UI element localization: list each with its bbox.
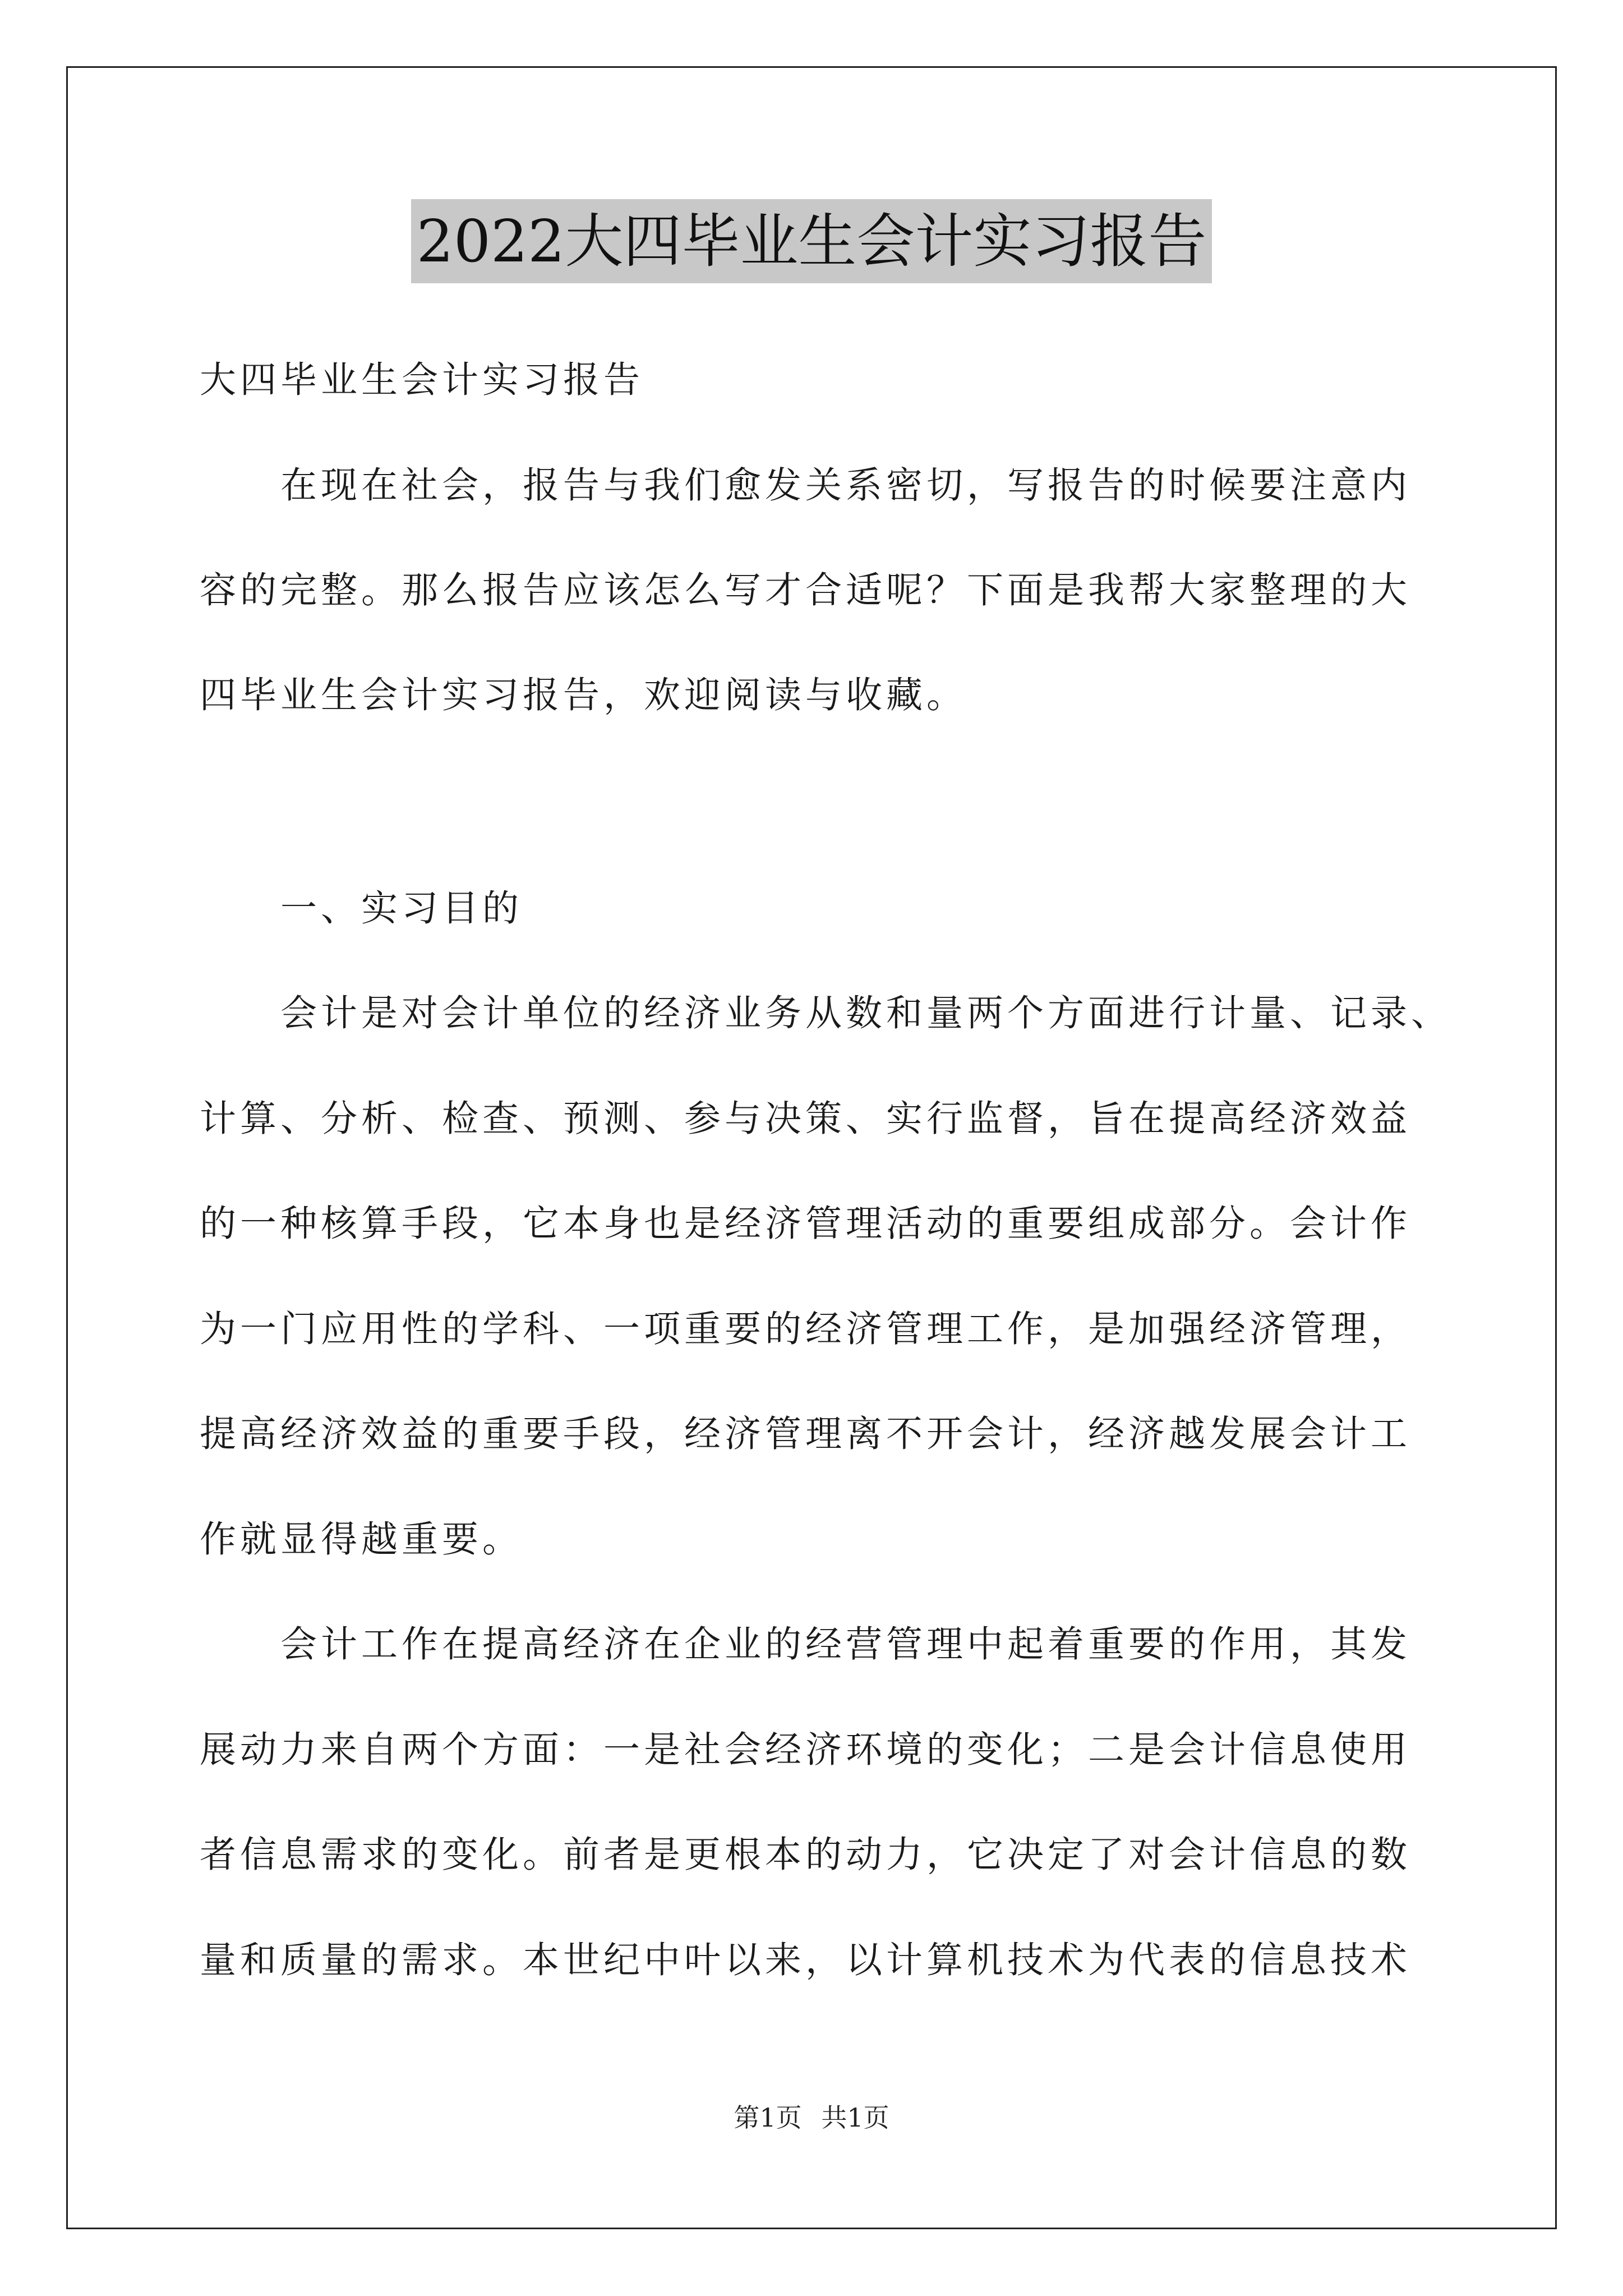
title-block: [0, 199, 1623, 283]
body-line: 的一种核算手段，它本身也是经济管理活动的重要组成部分。会计作: [200, 1203, 1412, 1245]
body-line: 展动力来自两个方面：一是社会经济环境的变化；二是会计信息使用: [200, 1729, 1412, 1771]
body-line: 在现在社会，报告与我们愈发关系密切，写报告的时候要注意内: [280, 464, 1412, 507]
document-title: 2022大四毕业生会计实习报告: [411, 199, 1212, 283]
body-line: 量和质量的需求。本世纪中叶以来，以计算机技术为代表的信息技术: [200, 1939, 1412, 1981]
body-line: 者信息需求的变化。前者是更根本的动力，它决定了对会计信息的数: [200, 1834, 1412, 1876]
section-heading: 一、实习目的: [280, 887, 523, 930]
body-line: 作就显得越重要。: [200, 1519, 523, 1561]
body-line: 会计是对会计单位的经济业务从数和量两个方面进行计量、记录、: [280, 992, 1452, 1034]
page-number: 第1页: [734, 2102, 802, 2133]
body-line: 容的完整。那么报告应该怎么写才合适呢？下面是我帮大家整理的大: [200, 569, 1412, 611]
body-line: 四毕业生会计实习报告，欢迎阅读与收藏。: [200, 674, 967, 716]
body-line: 会计工作在提高经济在企业的经营管理中起着重要的作用，其发: [280, 1623, 1412, 1665]
body-line: 为一门应用性的学科、一项重要的经济管理工作，是加强经济管理，: [200, 1308, 1412, 1350]
body-line: 计算、分析、检查、预测、参与决策、实行监督，旨在提高经济效益: [200, 1098, 1412, 1140]
page-footer: [0, 2101, 1623, 2134]
body-line: 提高经济效益的重要手段，经济管理离不开会计，经济越发展会计工: [200, 1413, 1412, 1455]
page-total: 共1页: [821, 2102, 889, 2133]
subtitle-line: 大四毕业生会计实习报告: [200, 359, 644, 401]
